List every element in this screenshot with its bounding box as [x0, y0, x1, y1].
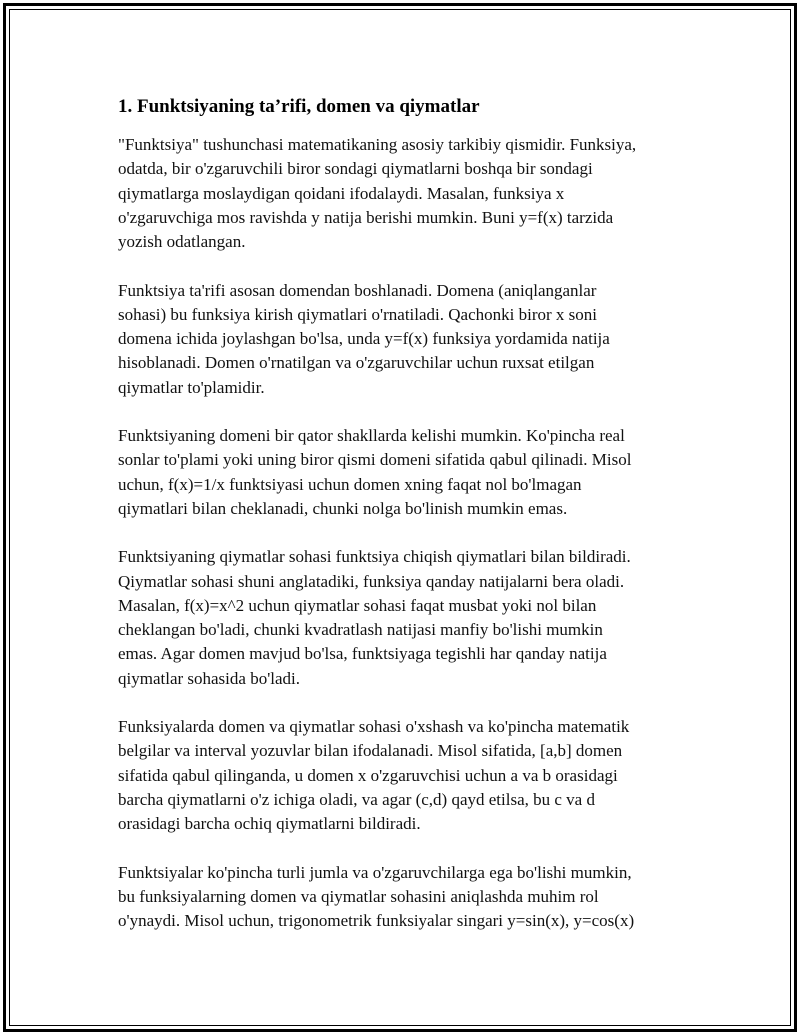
document-body: [118, 95, 718, 958]
text-line: yozish odatlangan.: [118, 232, 246, 251]
text-line: bu funksiyalarning domen va qiymatlar sohasini aniqlashda muhim rol: [118, 886, 599, 906]
text-line: qiymatlar to'plamidir.: [118, 377, 265, 397]
text-line: sifatida qabul qilinganda, u domen x o'zgaruvchisi uchun a va b orasidagi: [118, 765, 618, 785]
text-line: belgilar va interval yozuvlar bilan ifodalanadi. Misol sifatida, [a,b] domen: [118, 741, 623, 761]
text-line: domena ichida joylashgan bo'lsa, unda y=f(x) funksiya yordamida natija: [118, 329, 610, 348]
text-line: Funktsiyaning qiymatlar sohasi funktsiya chiqish qiymatlari bilan bildiradi.: [118, 547, 631, 567]
text-line: cheklangan bo'ladi, chunki kvadratlash natijasi manfiy bo'lishi mumkin: [118, 620, 603, 639]
text-line: emas. Agar domen mavjud bo'lsa, funktsiyaga tegishli har qanday natija: [118, 644, 607, 664]
text-line: uchun, f(x)=1/x funktsiyasi uchun domen xning faqat nol bo'lmagan: [118, 474, 582, 494]
text-line: o'ynaydi. Misol uchun, trigonometrik funksiyalar singari y=sin(x), y=cos(x): [118, 911, 635, 930]
text-line: orasidagi barcha ochiq qiymatlarni bildiradi.: [118, 814, 421, 833]
paragraph-2: [118, 279, 718, 400]
text-line: hisoblanadi. Domen o'rnatilgan va o'zgaruvchilar uchun ruxsat etilgan: [118, 353, 595, 373]
text-line: barcha qiymatlarni o'z ichiga oladi, va agar (c,d) qayd etilsa, bu c va d: [118, 789, 595, 809]
text-line: sohasi) bu funksiya kirish qiymatlari o'rnatiladi. Qachonki biror x soni: [118, 304, 597, 324]
paragraph-5: [118, 715, 718, 836]
paragraph-4: [118, 545, 718, 691]
text-line: Funktsiya ta'rifi asosan domendan boshlanadi. Domena (aniqlanganlar: [118, 280, 597, 300]
text-line: o'zgaruvchiga mos ravishda y natija berishi mumkin. Buni y=f(x) tarzida: [118, 207, 614, 227]
text-line: Masalan, f(x)=x^2 uchun qiymatlar sohasi faqat musbat yoki nol bilan: [118, 595, 597, 615]
text-line: sonlar to'plami yoki uning biror qismi domeni sifatida qabul qilinadi. Misol: [118, 450, 632, 470]
text-line: qiymatlarga moslaydigan qoidani ifodalaydi. Masalan, funksiya x: [118, 183, 565, 203]
paragraph-3: [118, 424, 718, 521]
text-line: odatda, bir o'zgaruvchili biror sondagi qiymatlarni boshqa bir sondagi: [118, 159, 593, 179]
text-line: Funksiyalarda domen va qiymatlar sohasi o'xshash va ko'pincha matematik: [118, 717, 630, 736]
text-line: Qiymatlar sohasi shuni anglatadiki, funksiya qanday natijalarni bera oladi.: [118, 571, 625, 591]
text-line: qiymatlar sohasida bo'ladi.: [118, 668, 300, 688]
section-heading: 1. Funktsiyaning ta’rifi, domen va qiymatlar: [118, 96, 480, 117]
text-line: qiymatlari bilan cheklanadi, chunki nolga bo'linish mumkin emas.: [118, 498, 568, 518]
text-line: Funktsiyalar ko'pincha turli jumla va o'zgaruvchilarga ega bo'lishi mumkin,: [118, 862, 632, 882]
text-line: Funktsiyaning domeni bir qator shakllarda kelishi mumkin. Ko'pincha real: [118, 426, 625, 445]
text-line: "Funktsiya" tushunchasi matematikaning asosiy tarkibiy qismidir. Funksiya,: [118, 135, 637, 154]
paragraph-1: [118, 133, 718, 254]
paragraph-6: [118, 861, 718, 934]
